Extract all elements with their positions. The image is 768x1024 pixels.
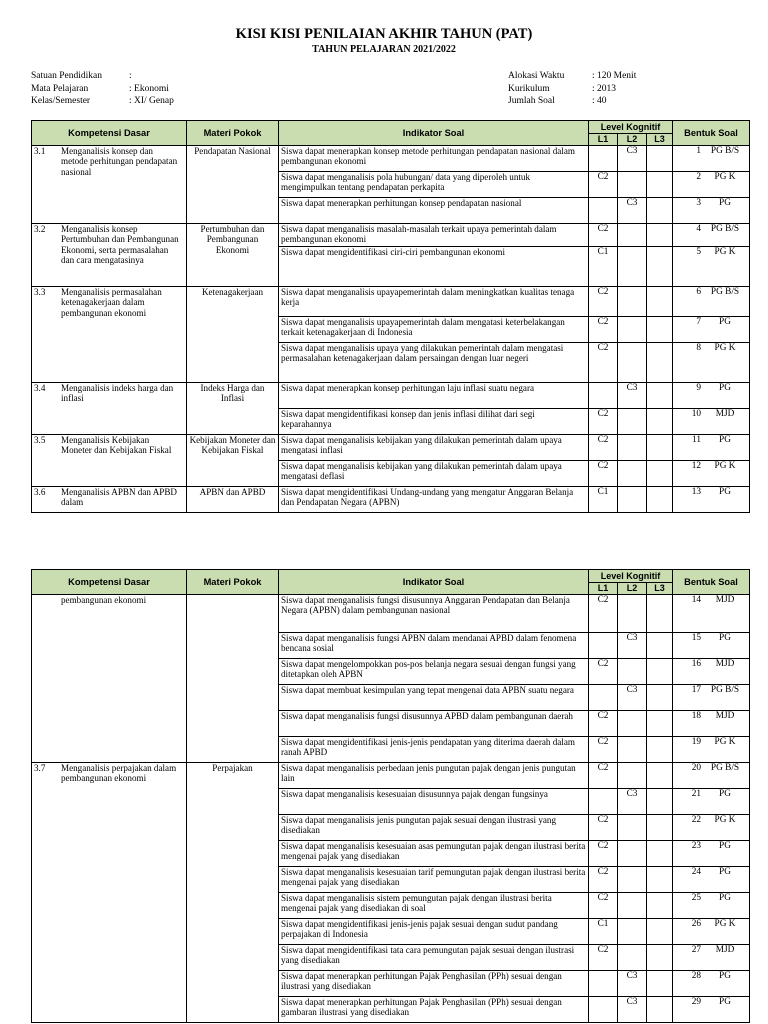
question-number: 21 <box>691 789 701 799</box>
kd-number: 3.5 <box>34 435 46 445</box>
bentuk-soal-cell <box>673 487 750 513</box>
question-number: 7 <box>696 317 701 327</box>
level-l1-cell: C2 <box>589 595 618 633</box>
kd-number: 3.1 <box>34 146 46 156</box>
question-type: MJD <box>715 595 735 605</box>
kisi-table-page-2 <box>31 569 750 1023</box>
level-l3-cell <box>647 919 673 945</box>
header-l1: L1 <box>589 134 618 146</box>
table-row <box>32 146 750 172</box>
level-l1-cell: C1 <box>589 487 618 513</box>
meta-label: Alokasi Waktu <box>508 71 565 81</box>
level-l2-cell <box>618 435 647 461</box>
question-type: PG K <box>714 172 736 182</box>
level-l3-cell <box>647 146 673 172</box>
level-l2-cell <box>618 945 647 971</box>
bentuk-soal-cell <box>673 287 750 317</box>
header-indikator-soal: Indikator Soal <box>279 570 589 595</box>
meta-value: : 2013 <box>592 83 617 94</box>
header-level-kognitif: Level Kognitif <box>589 570 673 583</box>
bentuk-soal-cell <box>673 789 750 815</box>
meta-label: Jumlah Soal <box>508 96 555 106</box>
indikator-cell: Siswa dapat menganalisis sistem pemungutan pajak dengan ilustrasi berita mengenai pajak yang disediakan di soal <box>279 893 589 919</box>
level-l3-cell <box>647 172 673 198</box>
kompetensi-dasar-cell <box>32 224 187 287</box>
indikator-cell: Siswa dapat menganalisis upaya yang dilakukan pemerintah dalam mengatasi permasalahan ketenagakerjaan dalam persaingan dengan luar negeri <box>279 343 589 383</box>
level-l2-cell <box>618 893 647 919</box>
materi-pokok-cell: Pendapatan Nasional <box>187 146 279 224</box>
kompetensi-dasar-cell <box>32 487 187 513</box>
level-l3-cell <box>647 343 673 383</box>
materi-pokok-cell: Indeks Harga dan Inflasi <box>187 383 279 435</box>
kd-text: Menganalisis APBN dan APBD dalam <box>61 487 177 508</box>
bentuk-soal-cell <box>673 409 750 435</box>
level-l3-cell <box>647 633 673 659</box>
question-type: PG <box>719 893 731 903</box>
question-type: PG K <box>714 343 736 353</box>
bentuk-soal-cell <box>673 659 750 685</box>
kd-text: Menganalisis konsep Pertumbuhan dan Pembangunan Ekonomi, serta permasalahan dan cara mengatasinya <box>61 224 179 266</box>
question-number: 9 <box>696 383 701 393</box>
indikator-cell: Siswa dapat mengidentifikasi ciri-ciri pembangunan ekonomi <box>279 247 589 287</box>
question-number: 27 <box>691 945 701 955</box>
bentuk-soal-cell <box>673 867 750 893</box>
level-l1-cell: C2 <box>589 461 618 487</box>
level-l3-cell <box>647 971 673 997</box>
level-l3-cell <box>647 841 673 867</box>
question-type: PG <box>719 867 731 877</box>
level-l1-cell: C2 <box>589 945 618 971</box>
level-l2-cell <box>618 317 647 343</box>
level-l3-cell <box>647 711 673 737</box>
level-l1-cell: C1 <box>589 247 618 287</box>
meta-label: Mata Pelajaran <box>31 83 89 94</box>
indikator-cell: Siswa dapat menganalisis kebijakan yang dilakukan pemerintah dalam upaya mengatasi inflasi <box>279 435 589 461</box>
level-l1-cell: C2 <box>589 409 618 435</box>
indikator-cell: Siswa dapat mengidentifikasi Undang-undang yang mengatur Anggaran Belanja dan Pendapatan Negara (APBN) <box>279 487 589 513</box>
question-type: PG K <box>714 919 736 929</box>
question-number: 29 <box>691 997 701 1007</box>
level-l3-cell <box>647 409 673 435</box>
meta-label: Kurikulum <box>508 83 550 94</box>
level-l2-cell <box>618 815 647 841</box>
question-number: 14 <box>691 595 701 605</box>
question-type: PG <box>719 198 731 208</box>
meta-value: : 120 Menit <box>592 71 637 81</box>
level-l1-cell: C2 <box>589 763 618 789</box>
materi-pokok-cell <box>187 595 279 763</box>
level-l2-cell <box>618 224 647 247</box>
question-type: PG <box>719 317 731 327</box>
indikator-cell: Siswa dapat mengidentifikasi jenis-jenis pendapatan yang diterima daerah dalam ranah APBD <box>279 737 589 763</box>
level-l1-cell <box>589 971 618 997</box>
header-l3: L3 <box>647 134 673 146</box>
materi-pokok-cell: Kebijakan Moneter dan Kebijakan Fiskal <box>187 435 279 487</box>
table-row <box>32 763 750 789</box>
bentuk-soal-cell <box>673 945 750 971</box>
question-number: 6 <box>696 287 701 297</box>
level-l3-cell <box>647 317 673 343</box>
kd-text: pembangunan ekonomi <box>61 595 147 605</box>
header-l2: L2 <box>618 134 647 146</box>
indikator-cell: Siswa dapat menganalisis upayapemerintah dalam meningkatkan kualitas tenaga kerja <box>279 287 589 317</box>
kompetensi-dasar-cell <box>32 383 187 435</box>
level-l2-cell <box>618 172 647 198</box>
bentuk-soal-cell <box>673 971 750 997</box>
document-title: KISI KISI PENILAIAN AKHIR TAHUN (PAT) <box>235 26 533 42</box>
level-l1-cell: C2 <box>589 172 618 198</box>
materi-pokok-cell: Ketenagakerjaan <box>187 287 279 383</box>
level-l2-cell: C3 <box>618 633 647 659</box>
indikator-cell: Siswa dapat mengidentifikasi jenis-jenis pajak sesuai dengan sudut pandang perpajakan di Indonesia <box>279 919 589 945</box>
kisi-table-page-1 <box>31 120 750 513</box>
question-number: 15 <box>691 633 701 643</box>
level-l2-cell <box>618 247 647 287</box>
header-indikator-soal: Indikator Soal <box>279 121 589 146</box>
level-l3-cell <box>647 224 673 247</box>
level-l1-cell <box>589 789 618 815</box>
kd-text: Menganalisis konsep dan metode perhitungan pendapatan nasional <box>61 146 178 177</box>
question-number: 8 <box>696 343 701 353</box>
indikator-cell: Siswa dapat menganalisis fungsi APBN dalam mendanai APBD dalam fenomena bencana sosial <box>279 633 589 659</box>
kd-text: Menganalisis Kebijakan Moneter dan Kebijakan Fiskal <box>61 435 172 456</box>
meta-value: : XI/ Genap <box>129 96 174 106</box>
question-type: PG <box>719 435 731 445</box>
level-l2-cell <box>618 595 647 633</box>
level-l2-cell <box>618 711 647 737</box>
indikator-cell: Siswa dapat menganalisis fungsi disusunnya Anggaran Pendapatan dan Belanja Negara (APBN) dalam pembangunan nasional <box>279 595 589 633</box>
kompetensi-dasar-cell <box>32 146 187 224</box>
question-number: 3 <box>696 198 701 208</box>
level-l3-cell <box>647 383 673 409</box>
indikator-cell: Siswa dapat mengelompokkan pos-pos belanja negara sesuai dengan fungsi yang ditetapkan oleh APBN <box>279 659 589 685</box>
kd-number: 3.2 <box>34 224 46 234</box>
question-type: PG B/S <box>710 763 740 773</box>
bentuk-soal-cell <box>673 383 750 409</box>
meta-right <box>508 70 636 108</box>
level-l2-cell <box>618 919 647 945</box>
level-l2-cell: C3 <box>618 789 647 815</box>
level-l1-cell: C2 <box>589 867 618 893</box>
bentuk-soal-cell <box>673 685 750 711</box>
question-number: 5 <box>696 247 701 257</box>
header-kompetensi-dasar: Kompetensi Dasar <box>32 570 187 595</box>
indikator-cell: Siswa dapat menerapkan konsep metode perhitungan pendapatan nasional dalam pembangunan ekonomi <box>279 146 589 172</box>
question-number: 13 <box>691 487 701 497</box>
kompetensi-dasar-cell <box>32 435 187 487</box>
bentuk-soal-cell <box>673 997 750 1023</box>
level-l3-cell <box>647 247 673 287</box>
bentuk-soal-cell <box>673 224 750 247</box>
level-l3-cell <box>647 867 673 893</box>
header-materi-pokok: Materi Pokok <box>187 570 279 595</box>
level-l2-cell: C3 <box>618 685 647 711</box>
question-number: 12 <box>691 461 701 471</box>
bentuk-soal-cell <box>673 247 750 287</box>
table-row <box>32 224 750 247</box>
level-l2-cell <box>618 737 647 763</box>
indikator-cell: Siswa dapat menganalisis fungsi disusunnya APBD dalam pembangunan daerah <box>279 711 589 737</box>
bentuk-soal-cell <box>673 198 750 224</box>
level-l2-cell <box>618 409 647 435</box>
level-l3-cell <box>647 893 673 919</box>
level-l2-cell: C3 <box>618 198 647 224</box>
kd-number: 3.7 <box>34 763 46 773</box>
table-row <box>32 287 750 317</box>
level-l3-cell <box>647 997 673 1023</box>
header-bentuk-soal: Bentuk Soal <box>673 570 750 595</box>
level-l1-cell: C2 <box>589 343 618 383</box>
question-type: PG B/S <box>710 224 740 234</box>
level-l3-cell <box>647 945 673 971</box>
bentuk-soal-cell <box>673 633 750 659</box>
indikator-cell: Siswa dapat mengidentifikasi konsep dan jenis inflasi dilihat dari segi keparahannya <box>279 409 589 435</box>
indikator-cell: Siswa dapat menganalisis pola hubungan/ data yang diperoleh untuk mengimpulkan tentang pendapatan perkapita <box>279 172 589 198</box>
level-l1-cell: C2 <box>589 435 618 461</box>
level-l2-cell <box>618 287 647 317</box>
level-l3-cell <box>647 595 673 633</box>
question-number: 19 <box>691 737 701 747</box>
level-l1-cell: C2 <box>589 711 618 737</box>
table-row <box>32 435 750 461</box>
level-l3-cell <box>647 198 673 224</box>
level-l3-cell <box>647 789 673 815</box>
level-l1-cell <box>589 383 618 409</box>
level-l1-cell: C2 <box>589 737 618 763</box>
question-type: MJD <box>715 659 735 669</box>
level-l3-cell <box>647 659 673 685</box>
question-type: PG K <box>714 247 736 257</box>
question-number: 17 <box>691 685 701 695</box>
indikator-cell: Siswa dapat menganalisis upayapemerintah dalam mengatasi keterbelakangan terkait ketenagakerjaan di Indonesia <box>279 317 589 343</box>
question-number: 24 <box>691 867 701 877</box>
materi-pokok-cell: Pertumbuhan dan Pembangunan Ekonomi <box>187 224 279 287</box>
bentuk-soal-cell <box>673 893 750 919</box>
question-number: 22 <box>691 815 701 825</box>
question-type: PG <box>719 971 731 981</box>
level-l3-cell <box>647 487 673 513</box>
question-type: MJD <box>715 711 735 721</box>
level-l2-cell: C3 <box>618 971 647 997</box>
table-row <box>32 383 750 409</box>
meta-left <box>31 70 174 108</box>
document-subtitle: TAHUN PELAJARAN 2021/2022 <box>312 44 456 55</box>
meta-value: : 40 <box>592 96 607 106</box>
question-number: 10 <box>691 409 701 419</box>
question-number: 4 <box>696 224 701 234</box>
level-l1-cell: C2 <box>589 659 618 685</box>
question-number: 2 <box>696 172 701 182</box>
question-type: PG B/S <box>710 685 740 695</box>
level-l3-cell <box>647 815 673 841</box>
level-l1-cell: C2 <box>589 893 618 919</box>
level-l2-cell: C3 <box>618 383 647 409</box>
question-number: 26 <box>691 919 701 929</box>
kompetensi-dasar-cell <box>32 595 187 763</box>
question-type: PG <box>719 487 731 497</box>
indikator-cell: Siswa dapat menganalisis kebijakan yang dilakukan pemerintah dalam upaya mengatasi deflasi <box>279 461 589 487</box>
level-l1-cell <box>589 633 618 659</box>
level-l3-cell <box>647 435 673 461</box>
question-type: PG K <box>714 737 736 747</box>
kd-number: 3.3 <box>34 287 46 297</box>
indikator-cell: Siswa dapat menganalisis masalah-masalah terkait upaya pemerintah dalam pembangunan ekonomi <box>279 224 589 247</box>
bentuk-soal-cell <box>673 172 750 198</box>
level-l3-cell <box>647 685 673 711</box>
question-number: 16 <box>691 659 701 669</box>
bentuk-soal-cell <box>673 317 750 343</box>
header-materi-pokok: Materi Pokok <box>187 121 279 146</box>
kd-number: 3.6 <box>34 487 46 497</box>
question-type: PG <box>719 789 731 799</box>
header-kompetensi-dasar: Kompetensi Dasar <box>32 121 187 146</box>
level-l3-cell <box>647 763 673 789</box>
level-l1-cell: C2 <box>589 287 618 317</box>
level-l2-cell <box>618 867 647 893</box>
bentuk-soal-cell <box>673 737 750 763</box>
bentuk-soal-cell <box>673 595 750 633</box>
level-l2-cell <box>618 487 647 513</box>
question-type: MJD <box>715 409 735 419</box>
level-l1-cell: C2 <box>589 841 618 867</box>
question-number: 23 <box>691 841 701 851</box>
question-type: MJD <box>715 945 735 955</box>
meta-value: : Ekonomi <box>129 83 169 94</box>
indikator-cell: Siswa dapat menganalisis kesesuaian disusunnya pajak dengan fungsinya <box>279 789 589 815</box>
question-type: PG B/S <box>710 146 740 156</box>
indikator-cell: Siswa dapat menerapkan perhitungan konsep pendapatan nasional <box>279 198 589 224</box>
level-l1-cell: C2 <box>589 815 618 841</box>
bentuk-soal-cell <box>673 841 750 867</box>
level-l2-cell <box>618 659 647 685</box>
level-l3-cell <box>647 737 673 763</box>
level-l1-cell: C2 <box>589 224 618 247</box>
kompetensi-dasar-cell <box>32 763 187 1023</box>
meta-label: Satuan Pendidikan <box>31 71 102 81</box>
kd-text: Menganalisis permasalahan ketenagakerjaan dalam pembangunan ekonomi <box>61 287 162 318</box>
indikator-cell: Siswa dapat menganalisis kesesuaian tarif pemungutan pajak dengan ilustrasi berita mengenai pajak yang disediakan <box>279 867 589 893</box>
question-number: 18 <box>691 711 701 721</box>
bentuk-soal-cell <box>673 343 750 383</box>
level-l1-cell <box>589 198 618 224</box>
indikator-cell: Siswa dapat menerapkan konsep perhitungan laju inflasi suatu negara <box>279 383 589 409</box>
indikator-cell: Siswa dapat menerapkan perhitungan Pajak Penghasilan (PPh) sesuai dengan gambaran ilustrasi yang disediakan <box>279 997 589 1023</box>
kd-text: Menganalisis indeks harga dan inflasi <box>61 383 174 404</box>
question-number: 11 <box>692 435 701 445</box>
indikator-cell: Siswa dapat menganalisis jenis pungutan pajak sesuai dengan ilustrasi yang disediakan <box>279 815 589 841</box>
bentuk-soal-cell <box>673 815 750 841</box>
question-type: PG <box>719 633 731 643</box>
question-type: PG K <box>714 461 736 471</box>
meta-value: : <box>129 71 132 81</box>
question-type: PG B/S <box>710 287 740 297</box>
indikator-cell: Siswa dapat menganalisis kesesuaian asas pemungutan pajak dengan ilustrasi berita mengenai pajak yang disediakan <box>279 841 589 867</box>
question-number: 20 <box>691 763 701 773</box>
question-type: PG <box>719 841 731 851</box>
level-l2-cell: C3 <box>618 146 647 172</box>
indikator-cell: Siswa dapat menerapkan perhitungan Pajak Penghasilan (PPh) sesuai dengan ilustrasi yang disediakan <box>279 971 589 997</box>
level-l3-cell <box>647 461 673 487</box>
bentuk-soal-cell <box>673 763 750 789</box>
level-l2-cell: C3 <box>618 997 647 1023</box>
level-l3-cell <box>647 287 673 317</box>
table-row <box>32 487 750 513</box>
level-l1-cell <box>589 997 618 1023</box>
level-l2-cell <box>618 841 647 867</box>
level-l1-cell: C2 <box>589 317 618 343</box>
table-row <box>32 595 750 633</box>
kd-text: Menganalisis perpajakan dalam pembangunan ekonomi <box>61 763 177 784</box>
bentuk-soal-cell <box>673 435 750 461</box>
bentuk-soal-cell <box>673 461 750 487</box>
level-l2-cell <box>618 343 647 383</box>
question-type: PG <box>719 997 731 1007</box>
bentuk-soal-cell <box>673 919 750 945</box>
level-l1-cell: C1 <box>589 919 618 945</box>
header-l1: L1 <box>589 583 618 595</box>
header-level-kognitif: Level Kognitif <box>589 121 673 134</box>
header-bentuk-soal: Bentuk Soal <box>673 121 750 146</box>
bentuk-soal-cell <box>673 146 750 172</box>
indikator-cell: Siswa dapat menganalisis perbedaan jenis pungutan pajak dengan jenis pungutan lain <box>279 763 589 789</box>
header-l3: L3 <box>647 583 673 595</box>
meta-label: Kelas/Semester <box>31 96 91 106</box>
kompetensi-dasar-cell <box>32 287 187 383</box>
bentuk-soal-cell <box>673 711 750 737</box>
level-l2-cell <box>618 461 647 487</box>
question-type: PG <box>719 383 731 393</box>
level-l1-cell <box>589 146 618 172</box>
indikator-cell: Siswa dapat membuat kesimpulan yang tepat mengenai data APBN suatu negara <box>279 685 589 711</box>
question-number: 25 <box>691 893 701 903</box>
level-l2-cell <box>618 763 647 789</box>
materi-pokok-cell: APBN dan APBD <box>187 487 279 513</box>
level-l1-cell <box>589 685 618 711</box>
kd-number: 3.4 <box>34 383 46 393</box>
header-l2: L2 <box>618 583 647 595</box>
question-number: 1 <box>696 146 701 156</box>
materi-pokok-cell: Perpajakan <box>187 763 279 1023</box>
question-number: 28 <box>691 971 701 981</box>
indikator-cell: Siswa dapat mengidentifikasi tata cara pemungutan pajak sesuai dengan ilustrasi yang disediakan <box>279 945 589 971</box>
question-type: PG K <box>714 815 736 825</box>
